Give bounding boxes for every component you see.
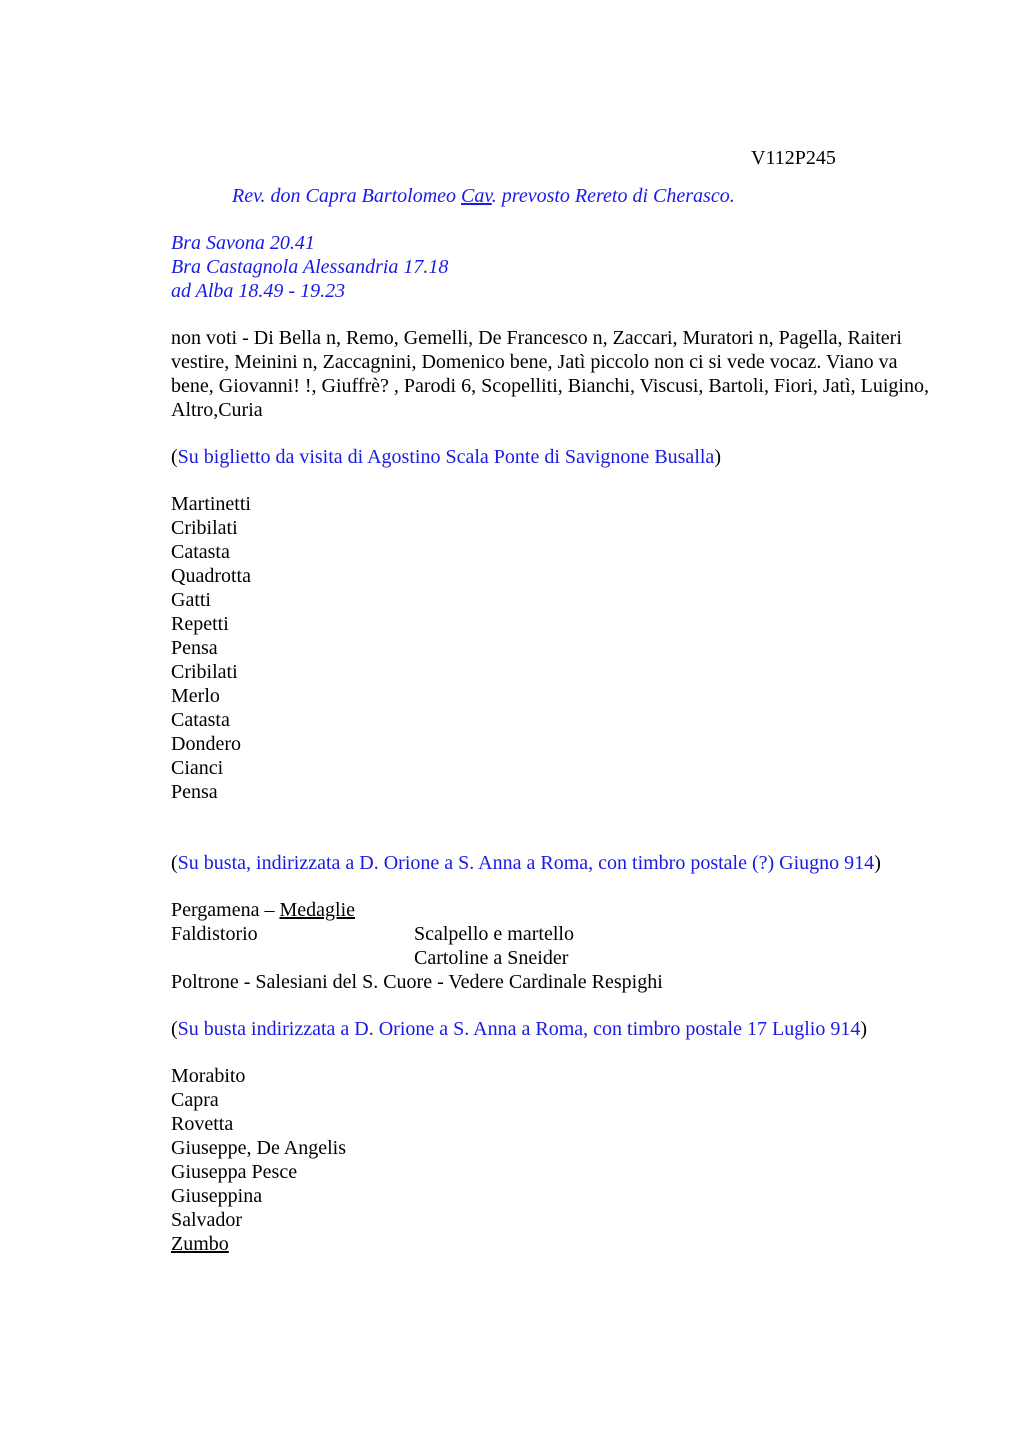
section2-row (171, 970, 931, 994)
heading-text-post: . prevosto Rereto di Cherasco. (491, 185, 735, 207)
list-item: Giuseppina (171, 1185, 263, 1207)
paren-close: ) (714, 446, 721, 468)
list-item: Gatti (171, 589, 211, 611)
heading-text-underlined: Cav (461, 185, 492, 207)
list-item: Dondero (171, 733, 241, 755)
list-item: Catasta (171, 541, 230, 563)
list-item: Repetti (171, 613, 229, 635)
notes-paragraph: non voti - Di Bella n, Remo, Gemelli, De Francesco n, Zaccari, Muratori n, Pagella, Raiteri vestire, Meinini n, Zaccagnini, Domenico bene, Jatì piccolo non ci si vede vocaz. Viano va bene, Giovanni! !, Giuffrè? , Parodi 6, Scopelliti, Bianchi, Viscusi, Bartoli, Fiori, Jatì, Luigino, Altro,Curia (171, 327, 929, 421)
list-item: Rovetta (171, 1113, 234, 1135)
list-item-underlined: Zumbo (171, 1233, 229, 1255)
section1-names (171, 492, 931, 804)
empty-cell (171, 946, 414, 970)
section2-row (171, 898, 931, 922)
item-text: Pergamena – (171, 899, 275, 921)
item-text: Poltrone - Salesiani del S. Cuore - Vedere Cardinale Respighi (171, 971, 663, 993)
train-time-line: Bra Savona 20.41 (171, 232, 315, 254)
paren-open: ( (171, 852, 178, 874)
section3-note (171, 1017, 931, 1041)
list-item: Cianci (171, 757, 224, 779)
list-item: Cribilati (171, 517, 238, 539)
train-times (171, 231, 931, 303)
list-item: Quadrotta (171, 565, 251, 587)
list-item: Giuseppa Pesce (171, 1161, 298, 1183)
section1-note-text: Su biglietto da visita di Agostino Scala Ponte di Savignone Busalla (177, 446, 715, 468)
section2-items (171, 898, 931, 994)
paren-open: ( (171, 446, 178, 468)
section2-row (171, 922, 931, 946)
train-time-line: Bra Castagnola Alessandria 17.18 (171, 256, 449, 278)
document-heading (171, 184, 931, 208)
list-item: Cribilati (171, 661, 238, 683)
section3-names (171, 1064, 931, 1256)
item-text: Faldistorio (171, 923, 258, 945)
train-time-line: ad Alba 18.49 - 19.23 (171, 280, 346, 302)
list-item: Merlo (171, 685, 220, 707)
paren-open: ( (171, 1018, 178, 1040)
list-item: Giuseppe, De Angelis (171, 1137, 346, 1159)
item-text: Scalpello e martello (414, 923, 574, 945)
paren-close: ) (874, 852, 881, 874)
document-reference-code: V112P245 (751, 147, 836, 169)
section2-row (171, 946, 931, 970)
item-text: Cartoline a Sneider (414, 947, 569, 969)
section1-note (171, 445, 931, 469)
list-item: Morabito (171, 1065, 246, 1087)
section2-note-text: Su busta, indirizzata a D. Orione a S. Anna a Roma, con timbro postale (?) Giugno 914 (177, 852, 875, 874)
list-item: Catasta (171, 709, 230, 731)
paren-close: ) (860, 1018, 867, 1040)
list-item: Capra (171, 1089, 219, 1111)
list-item: Salvador (171, 1209, 243, 1231)
document-body (171, 146, 931, 1256)
list-item: Pensa (171, 637, 218, 659)
section2-note (171, 851, 931, 875)
item-text-underlined: Medaglie (279, 899, 356, 921)
section3-note-text: Su busta indirizzata a D. Orione a S. Anna a Roma, con timbro postale 17 Luglio 914 (177, 1018, 861, 1040)
list-item: Pensa (171, 781, 218, 803)
list-item: Martinetti (171, 493, 251, 515)
heading-text-pre: Rev. don Capra Bartolomeo (232, 185, 462, 207)
